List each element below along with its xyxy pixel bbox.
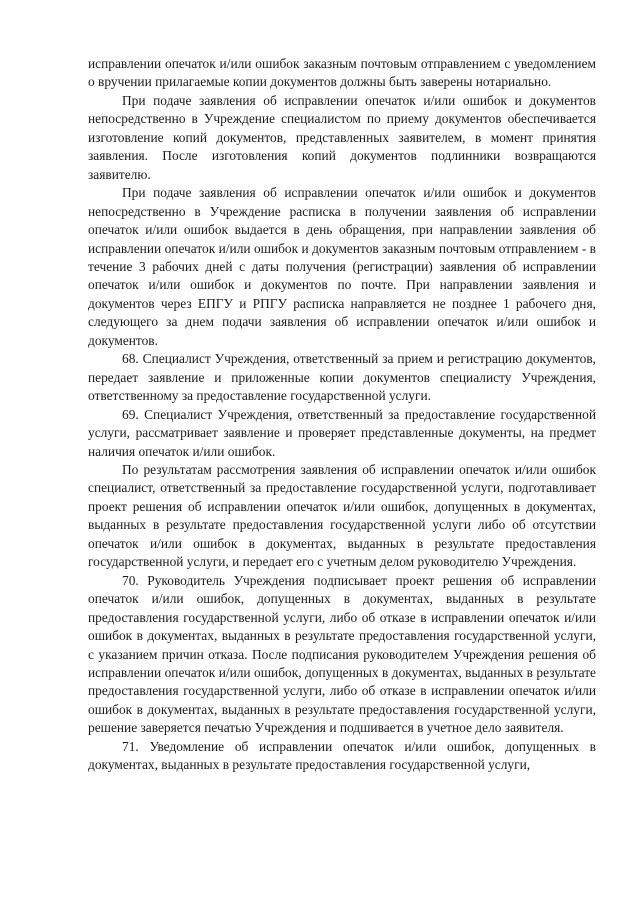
paragraph-receipt: При подаче заявления об исправлении опечаток и/или ошибок и документов непосредственно в Учреждение расписка в получении заявления об исправлении опечаток и/или ошибок выдается в день обращения, при направлении заявления об исправлении опечаток и/или ошибок и документов заказным почтовым отправлением - в течение 3 рабочих дней с даты получения (регистрации) заявления об исправлении опечаток и/или ошибок и документов по почте. При направлении заявления и документов через ЕПГУ и РПГУ расписка направляется не позднее 1 рабочего дня, следующего за днем подачи заявления об исправлении опечаток и/или ошибок и документов. xyxy=(88,185,596,348)
paragraph-continuation: исправлении опечаток и/или ошибок заказным почтовым отправлением с уведомлением о вручении прилагаемые копии документов должны быть заверены нотариально. xyxy=(88,56,596,90)
paragraph-item-71: 71. Уведомление об исправлении опечаток и/или ошибок, допущенных в документах, выданных в результате предоставления государственной услуги, xyxy=(88,738,596,773)
paragraph-item-69: 69. Специалист Учреждения, ответственный за предоставление государственной услуги, рассматривает заявление и проверяет представленные документы, на предмет наличия опечаток и/или ошибок. xyxy=(88,406,596,459)
paragraph-review-results: По результатам рассмотрения заявления об исправлении опечаток и/или ошибок специалист, ответственный за предоставление государственной услуги, подготавливает проект решения об исправлении опечаток и/или ошибок, допущенных в документах, выданных в результате предоставления государственной услуги либо об отсутствии опечаток и/или ошибок в документах, выданных в результате предоставления государственной услуги, и передает его с учетным делом руководителю Учреждения. xyxy=(88,461,596,570)
paragraph-item-70: 70. Руководитель Учреждения подписывает проект решения об исправлении опечаток и/или ошибок, допущенных в документах, выданных в результате предоставления государственной услуги, либо об отказе в исправлении опечаток и/или ошибок в документах, выданных в результате предоставления государственной услуги, с указанием причин отказа. После подписания руководителем Учреждения решения об исправлении опечаток и/или ошибок, допущенных в документах, выданных в результате предоставления государственной услуги, либо об отказе в исправлении опечаток и/или ошибок в документах, выданных в результате предоставления государственной услуги, решение заверяется печатью Учреждения и подшивается в учетное дело заявителя. xyxy=(88,572,596,736)
document-page xyxy=(88,55,596,775)
paragraph-copies: При подаче заявления об исправлении опечаток и/или ошибок и документов непосредственно в Учреждение специалистом по приему документов обеспечивается изготовление копий документов, представленных заявителем, в момент принятия заявления. После изготовления копий документов подлинники возвращаются заявителю. xyxy=(88,92,596,182)
paragraph-item-68: 68. Специалист Учреждения, ответственный за прием и регистрацию документов, передает заявление и приложенные копии документов специалисту Учреждения, ответственному за предоставление государственной услуги. xyxy=(88,351,596,404)
